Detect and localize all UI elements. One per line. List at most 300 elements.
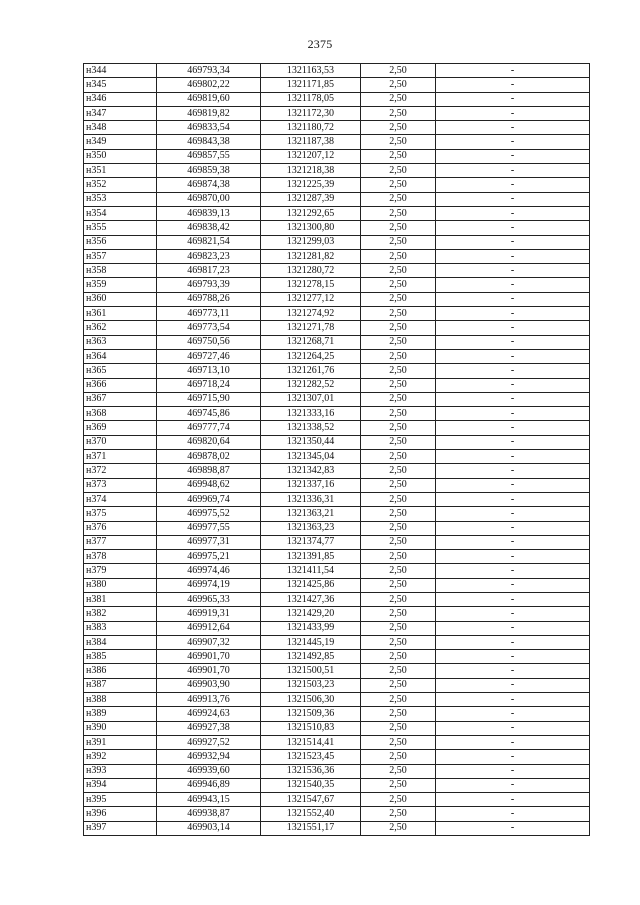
x-coordinate-cell: 469919,31 [157,607,261,621]
table-row [84,407,590,421]
point-name-cell: н379 [84,564,157,578]
x-coordinate-cell: 469870,00 [157,192,261,206]
description-cell: - [436,492,590,506]
table-row [84,693,590,707]
table-row [84,378,590,392]
table-row [84,335,590,349]
description-cell: - [436,607,590,621]
y-coordinate-cell: 1321277,12 [261,292,361,306]
table-row [84,621,590,635]
x-coordinate-cell: 469913,76 [157,693,261,707]
x-coordinate-cell: 469823,23 [157,249,261,263]
y-coordinate-cell: 1321180,72 [261,121,361,135]
point-name-cell: н386 [84,664,157,678]
accuracy-cell: 2,50 [361,807,436,821]
x-coordinate-cell: 469793,39 [157,278,261,292]
accuracy-cell: 2,50 [361,507,436,521]
description-cell: - [436,535,590,549]
point-name-cell: н385 [84,650,157,664]
description-cell: - [436,278,590,292]
accuracy-cell: 2,50 [361,464,436,478]
accuracy-cell: 2,50 [361,478,436,492]
point-name-cell: н387 [84,678,157,692]
description-cell: - [436,650,590,664]
point-name-cell: н354 [84,206,157,220]
table-row [84,592,590,606]
description-cell: - [436,64,590,78]
x-coordinate-cell: 469946,89 [157,778,261,792]
y-coordinate-cell: 1321523,45 [261,750,361,764]
description-cell: - [436,249,590,263]
description-cell: - [436,264,590,278]
description-cell: - [436,392,590,406]
table-row [84,249,590,263]
accuracy-cell: 2,50 [361,349,436,363]
accuracy-cell: 2,50 [361,121,436,135]
x-coordinate-cell: 469939,60 [157,764,261,778]
accuracy-cell: 2,50 [361,78,436,92]
accuracy-cell: 2,50 [361,278,436,292]
table-body [84,64,590,836]
y-coordinate-cell: 1321492,85 [261,650,361,664]
table-row [84,464,590,478]
accuracy-cell: 2,50 [361,735,436,749]
y-coordinate-cell: 1321307,01 [261,392,361,406]
y-coordinate-cell: 1321163,53 [261,64,361,78]
table-row [84,607,590,621]
accuracy-cell: 2,50 [361,721,436,735]
point-name-cell: н392 [84,750,157,764]
point-name-cell: н383 [84,621,157,635]
x-coordinate-cell: 469773,11 [157,307,261,321]
accuracy-cell: 2,50 [361,192,436,206]
table-row [84,578,590,592]
x-coordinate-cell: 469745,86 [157,407,261,421]
accuracy-cell: 2,50 [361,664,436,678]
point-name-cell: н363 [84,335,157,349]
y-coordinate-cell: 1321280,72 [261,264,361,278]
x-coordinate-cell: 469948,62 [157,478,261,492]
accuracy-cell: 2,50 [361,364,436,378]
point-name-cell: н389 [84,707,157,721]
y-coordinate-cell: 1321551,17 [261,821,361,835]
y-coordinate-cell: 1321503,23 [261,678,361,692]
y-coordinate-cell: 1321292,65 [261,206,361,220]
accuracy-cell: 2,50 [361,764,436,778]
x-coordinate-cell: 469932,94 [157,750,261,764]
point-name-cell: н373 [84,478,157,492]
point-name-cell: н377 [84,535,157,549]
description-cell: - [436,592,590,606]
y-coordinate-cell: 1321510,83 [261,721,361,735]
accuracy-cell: 2,50 [361,178,436,192]
x-coordinate-cell: 469874,38 [157,178,261,192]
table-row [84,807,590,821]
y-coordinate-cell: 1321500,51 [261,664,361,678]
accuracy-cell: 2,50 [361,378,436,392]
x-coordinate-cell: 469898,87 [157,464,261,478]
table-row [84,664,590,678]
x-coordinate-cell: 469750,56 [157,335,261,349]
y-coordinate-cell: 1321445,19 [261,635,361,649]
y-coordinate-cell: 1321268,71 [261,335,361,349]
point-name-cell: н390 [84,721,157,735]
point-name-cell: н349 [84,135,157,149]
y-coordinate-cell: 1321536,36 [261,764,361,778]
y-coordinate-cell: 1321540,35 [261,778,361,792]
description-cell: - [436,807,590,821]
table-row [84,635,590,649]
description-cell: - [436,106,590,120]
description-cell: - [436,550,590,564]
y-coordinate-cell: 1321333,16 [261,407,361,421]
point-name-cell: н364 [84,349,157,363]
point-name-cell: н396 [84,807,157,821]
table-row [84,678,590,692]
description-cell: - [436,421,590,435]
point-name-cell: н357 [84,249,157,263]
point-name-cell: н382 [84,607,157,621]
description-cell: - [436,564,590,578]
x-coordinate-cell: 469793,34 [157,64,261,78]
point-name-cell: н388 [84,693,157,707]
x-coordinate-cell: 469975,52 [157,507,261,521]
y-coordinate-cell: 1321282,52 [261,378,361,392]
point-name-cell: н369 [84,421,157,435]
description-cell: - [436,721,590,735]
point-name-cell: н397 [84,821,157,835]
y-coordinate-cell: 1321274,92 [261,307,361,321]
y-coordinate-cell: 1321287,39 [261,192,361,206]
description-cell: - [436,821,590,835]
point-name-cell: н348 [84,121,157,135]
table-row [84,392,590,406]
x-coordinate-cell: 469975,21 [157,550,261,564]
y-coordinate-cell: 1321172,30 [261,106,361,120]
y-coordinate-cell: 1321427,36 [261,592,361,606]
x-coordinate-cell: 469974,46 [157,564,261,578]
x-coordinate-cell: 469713,10 [157,364,261,378]
accuracy-cell: 2,50 [361,206,436,220]
y-coordinate-cell: 1321281,82 [261,249,361,263]
y-coordinate-cell: 1321338,52 [261,421,361,435]
y-coordinate-cell: 1321345,04 [261,450,361,464]
x-coordinate-cell: 469727,46 [157,349,261,363]
table-row [84,435,590,449]
accuracy-cell: 2,50 [361,92,436,106]
table-row [84,650,590,664]
y-coordinate-cell: 1321391,85 [261,550,361,564]
y-coordinate-cell: 1321218,38 [261,164,361,178]
point-name-cell: н344 [84,64,157,78]
description-cell: - [436,693,590,707]
table-row [84,721,590,735]
table-row [84,550,590,564]
table-row [84,106,590,120]
description-cell: - [436,178,590,192]
description-cell: - [436,364,590,378]
accuracy-cell: 2,50 [361,435,436,449]
table-row [84,135,590,149]
x-coordinate-cell: 469857,55 [157,149,261,163]
accuracy-cell: 2,50 [361,407,436,421]
table-row [84,507,590,521]
accuracy-cell: 2,50 [361,635,436,649]
description-cell: - [436,707,590,721]
table-row [84,492,590,506]
table-row [84,92,590,106]
point-name-cell: н374 [84,492,157,506]
table-row [84,206,590,220]
point-name-cell: н391 [84,735,157,749]
point-name-cell: н360 [84,292,157,306]
accuracy-cell: 2,50 [361,678,436,692]
description-cell: - [436,664,590,678]
description-cell: - [436,378,590,392]
description-cell: - [436,678,590,692]
x-coordinate-cell: 469878,02 [157,450,261,464]
x-coordinate-cell: 469788,26 [157,292,261,306]
description-cell: - [436,135,590,149]
point-name-cell: н347 [84,106,157,120]
y-coordinate-cell: 1321425,86 [261,578,361,592]
x-coordinate-cell: 469819,82 [157,106,261,120]
y-coordinate-cell: 1321271,78 [261,321,361,335]
table-row [84,535,590,549]
x-coordinate-cell: 469819,60 [157,92,261,106]
x-coordinate-cell: 469838,42 [157,221,261,235]
x-coordinate-cell: 469912,64 [157,621,261,635]
table-row [84,307,590,321]
description-cell: - [436,778,590,792]
page-number: 2375 [307,37,333,51]
y-coordinate-cell: 1321278,15 [261,278,361,292]
x-coordinate-cell: 469924,63 [157,707,261,721]
accuracy-cell: 2,50 [361,221,436,235]
table-row [84,149,590,163]
point-name-cell: н359 [84,278,157,292]
description-cell: - [436,621,590,635]
table-row [84,221,590,235]
x-coordinate-cell: 469907,32 [157,635,261,649]
description-cell: - [436,292,590,306]
table-row [84,764,590,778]
point-name-cell: н381 [84,592,157,606]
description-cell: - [436,164,590,178]
y-coordinate-cell: 1321350,44 [261,435,361,449]
accuracy-cell: 2,50 [361,164,436,178]
x-coordinate-cell: 469965,33 [157,592,261,606]
accuracy-cell: 2,50 [361,450,436,464]
point-name-cell: н345 [84,78,157,92]
point-name-cell: н370 [84,435,157,449]
table-row [84,364,590,378]
x-coordinate-cell: 469718,24 [157,378,261,392]
x-coordinate-cell: 469903,90 [157,678,261,692]
y-coordinate-cell: 1321363,21 [261,507,361,521]
accuracy-cell: 2,50 [361,535,436,549]
accuracy-cell: 2,50 [361,564,436,578]
y-coordinate-cell: 1321207,12 [261,149,361,163]
accuracy-cell: 2,50 [361,693,436,707]
accuracy-cell: 2,50 [361,650,436,664]
accuracy-cell: 2,50 [361,264,436,278]
accuracy-cell: 2,50 [361,707,436,721]
accuracy-cell: 2,50 [361,492,436,506]
x-coordinate-cell: 469777,74 [157,421,261,435]
accuracy-cell: 2,50 [361,578,436,592]
accuracy-cell: 2,50 [361,521,436,535]
y-coordinate-cell: 1321429,20 [261,607,361,621]
description-cell: - [436,335,590,349]
x-coordinate-cell: 469901,70 [157,664,261,678]
table-row [84,750,590,764]
point-name-cell: н394 [84,778,157,792]
point-name-cell: н346 [84,92,157,106]
description-cell: - [436,450,590,464]
description-cell: - [436,507,590,521]
point-name-cell: н378 [84,550,157,564]
table-row [84,349,590,363]
y-coordinate-cell: 1321264,25 [261,349,361,363]
x-coordinate-cell: 469938,87 [157,807,261,821]
y-coordinate-cell: 1321178,05 [261,92,361,106]
description-cell: - [436,321,590,335]
x-coordinate-cell: 469903,14 [157,821,261,835]
accuracy-cell: 2,50 [361,421,436,435]
x-coordinate-cell: 469977,55 [157,521,261,535]
description-cell: - [436,221,590,235]
description-cell: - [436,407,590,421]
description-cell: - [436,435,590,449]
y-coordinate-cell: 1321374,77 [261,535,361,549]
table-row [84,793,590,807]
description-cell: - [436,349,590,363]
y-coordinate-cell: 1321261,76 [261,364,361,378]
x-coordinate-cell: 469974,19 [157,578,261,592]
x-coordinate-cell: 469833,54 [157,121,261,135]
x-coordinate-cell: 469820,64 [157,435,261,449]
accuracy-cell: 2,50 [361,149,436,163]
point-name-cell: н358 [84,264,157,278]
table-row [84,264,590,278]
x-coordinate-cell: 469821,54 [157,235,261,249]
y-coordinate-cell: 1321300,80 [261,221,361,235]
table-row [84,78,590,92]
y-coordinate-cell: 1321514,41 [261,735,361,749]
point-name-cell: н366 [84,378,157,392]
table-row [84,478,590,492]
x-coordinate-cell: 469901,70 [157,650,261,664]
description-cell: - [436,206,590,220]
description-cell: - [436,635,590,649]
table-row [84,178,590,192]
coordinates-table [83,63,590,836]
table-row [84,121,590,135]
table-row [84,164,590,178]
table-row [84,450,590,464]
y-coordinate-cell: 1321509,36 [261,707,361,721]
table-row [84,421,590,435]
x-coordinate-cell: 469977,31 [157,535,261,549]
point-name-cell: н353 [84,192,157,206]
table-row [84,521,590,535]
description-cell: - [436,121,590,135]
x-coordinate-cell: 469927,52 [157,735,261,749]
point-name-cell: н352 [84,178,157,192]
accuracy-cell: 2,50 [361,106,436,120]
point-name-cell: н351 [84,164,157,178]
accuracy-cell: 2,50 [361,307,436,321]
x-coordinate-cell: 469927,38 [157,721,261,735]
table-row [84,235,590,249]
description-cell: - [436,735,590,749]
y-coordinate-cell: 1321337,16 [261,478,361,492]
table-row [84,707,590,721]
accuracy-cell: 2,50 [361,235,436,249]
description-cell: - [436,793,590,807]
accuracy-cell: 2,50 [361,821,436,835]
description-cell: - [436,235,590,249]
accuracy-cell: 2,50 [361,321,436,335]
y-coordinate-cell: 1321506,30 [261,693,361,707]
point-name-cell: н384 [84,635,157,649]
description-cell: - [436,764,590,778]
accuracy-cell: 2,50 [361,550,436,564]
table-row [84,564,590,578]
point-name-cell: н395 [84,793,157,807]
description-cell: - [436,192,590,206]
y-coordinate-cell: 1321336,31 [261,492,361,506]
x-coordinate-cell: 469859,38 [157,164,261,178]
point-name-cell: н372 [84,464,157,478]
y-coordinate-cell: 1321187,38 [261,135,361,149]
point-name-cell: н367 [84,392,157,406]
point-name-cell: н361 [84,307,157,321]
y-coordinate-cell: 1321411,54 [261,564,361,578]
point-name-cell: н362 [84,321,157,335]
table-row [84,192,590,206]
y-coordinate-cell: 1321342,83 [261,464,361,478]
x-coordinate-cell: 469802,22 [157,78,261,92]
y-coordinate-cell: 1321171,85 [261,78,361,92]
x-coordinate-cell: 469715,90 [157,392,261,406]
x-coordinate-cell: 469839,13 [157,206,261,220]
accuracy-cell: 2,50 [361,292,436,306]
y-coordinate-cell: 1321363,23 [261,521,361,535]
table-row [84,778,590,792]
x-coordinate-cell: 469843,38 [157,135,261,149]
table-row [84,292,590,306]
point-name-cell: н356 [84,235,157,249]
description-cell: - [436,521,590,535]
point-name-cell: н380 [84,578,157,592]
x-coordinate-cell: 469943,15 [157,793,261,807]
description-cell: - [436,578,590,592]
accuracy-cell: 2,50 [361,592,436,606]
x-coordinate-cell: 469969,74 [157,492,261,506]
accuracy-cell: 2,50 [361,607,436,621]
table-row [84,64,590,78]
point-name-cell: н350 [84,149,157,163]
accuracy-cell: 2,50 [361,64,436,78]
y-coordinate-cell: 1321299,03 [261,235,361,249]
accuracy-cell: 2,50 [361,335,436,349]
y-coordinate-cell: 1321433,99 [261,621,361,635]
point-name-cell: н365 [84,364,157,378]
table-row [84,278,590,292]
description-cell: - [436,78,590,92]
